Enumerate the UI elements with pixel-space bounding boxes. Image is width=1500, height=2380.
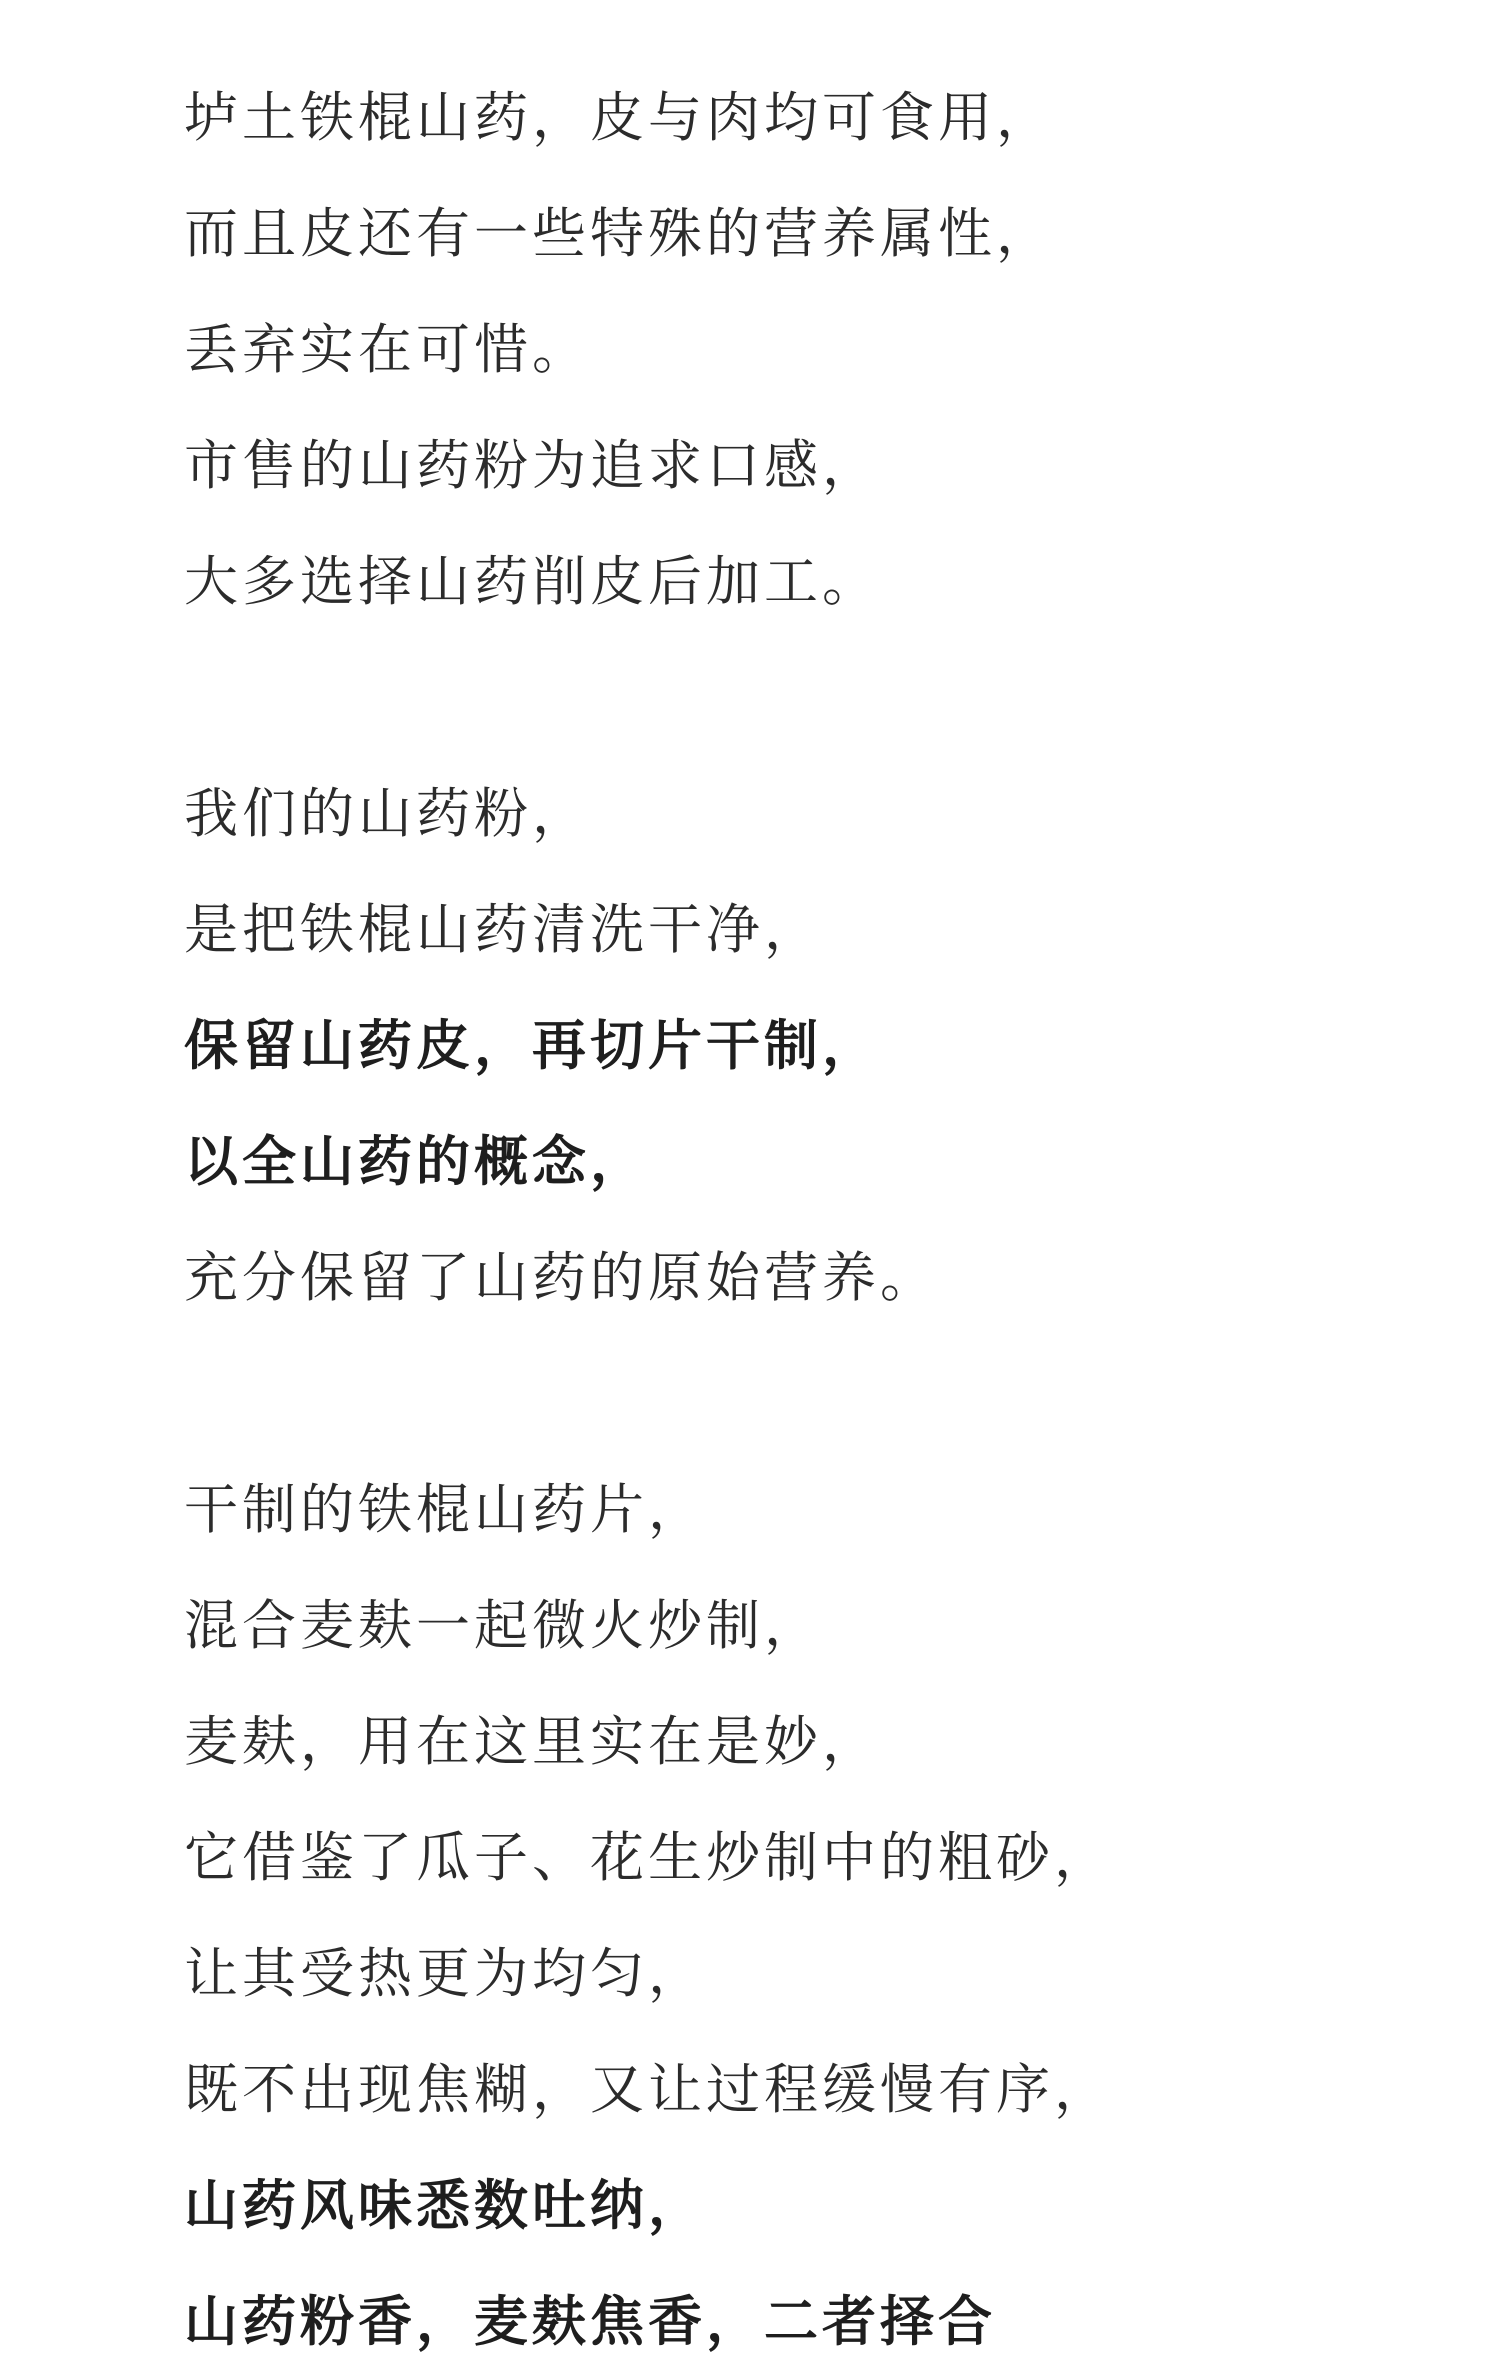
paragraph-spacer — [184, 640, 1384, 756]
bold-text-line: 山药粉香，麦麸焦香，二者择合 — [184, 2290, 996, 2353]
text-line: 是把铁棍山药清洗干净， — [184, 898, 822, 961]
bold-text-line: 以全山药的概念， — [184, 1130, 648, 1193]
text-line: 让其受热更为均匀， — [184, 1942, 706, 2005]
article-body — [184, 60, 1384, 2380]
bold-text-line: 保留山药皮，再切片干制， — [184, 1014, 880, 1077]
paragraph-spacer — [184, 1336, 1384, 1452]
bold-text-line: 山药风味悉数吐纳， — [184, 2174, 706, 2237]
text-line: 大多选择山药削皮后加工。 — [184, 550, 880, 613]
text-line: 充分保留了山药的原始营养。 — [184, 1246, 938, 1309]
text-line: 我们的山药粉， — [184, 782, 590, 845]
text-line: 混合麦麸一起微火炒制， — [184, 1594, 822, 1657]
text-line: 丢弃实在可惜。 — [184, 318, 590, 381]
text-line: 市售的山药粉为追求口感， — [184, 434, 880, 497]
paragraph-1 — [184, 60, 1384, 640]
text-line: 干制的铁棍山药片， — [184, 1478, 706, 1541]
text-line: 麦麸，用在这里实在是妙， — [184, 1710, 880, 1773]
paragraph-3 — [184, 1452, 1384, 2380]
paragraph-2 — [184, 756, 1384, 1336]
text-line: 既不出现焦糊，又让过程缓慢有序， — [184, 2058, 1112, 2121]
text-line: 而且皮还有一些特殊的营养属性， — [184, 202, 1054, 265]
text-line: 它借鉴了瓜子、花生炒制中的粗砂， — [184, 1826, 1112, 1889]
text-line: 垆土铁棍山药，皮与肉均可食用， — [184, 86, 1054, 149]
